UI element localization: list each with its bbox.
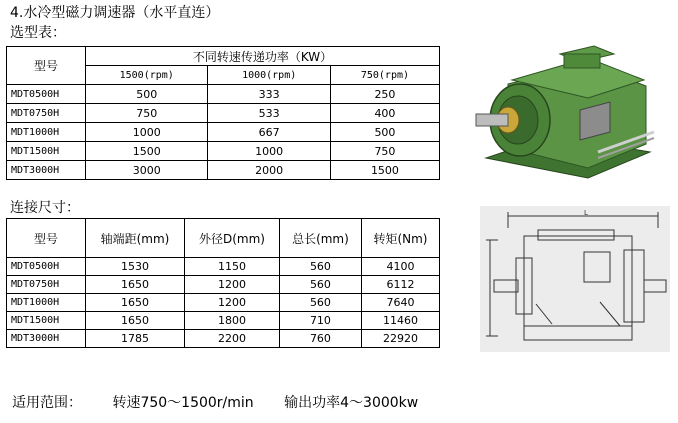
value-cell: 11460 <box>361 312 439 330</box>
value-cell: 3000 <box>86 161 208 180</box>
value-cell: 1200 <box>184 294 279 312</box>
value-cell: 750 <box>330 142 439 161</box>
value-cell: 7640 <box>361 294 439 312</box>
dimension-drawing <box>480 206 670 352</box>
model-cell: MDT0750H <box>7 276 86 294</box>
table-row <box>7 161 440 180</box>
model-cell: MDT1000H <box>7 123 86 142</box>
table-row <box>7 123 440 142</box>
value-cell: 2000 <box>208 161 330 180</box>
value-cell: 1200 <box>184 276 279 294</box>
value-cell: 500 <box>330 123 439 142</box>
model-cell: MDT0500H <box>7 258 86 276</box>
selection-table <box>6 46 440 180</box>
machine-photo <box>468 40 656 190</box>
value-cell: 760 <box>279 330 361 348</box>
range-label: 适用范围： <box>12 395 82 411</box>
value-cell: 22920 <box>361 330 439 348</box>
value-cell: 560 <box>279 258 361 276</box>
model-header: 型号 <box>7 47 86 85</box>
model-cell: MDT3000H <box>7 330 86 348</box>
value-cell: 2200 <box>184 330 279 348</box>
connection-table <box>6 218 440 348</box>
speed-range: 转速750～1500r/min <box>112 395 254 411</box>
applicable-range <box>12 392 444 412</box>
total-length-header: 总长(mm) <box>279 219 361 258</box>
value-cell: 1800 <box>184 312 279 330</box>
model-cell: MDT0500H <box>7 85 86 104</box>
value-cell: 1500 <box>86 142 208 161</box>
model-cell: MDT1500H <box>7 142 86 161</box>
value-cell: 533 <box>208 104 330 123</box>
torque-header: 转矩(Nm) <box>361 219 439 258</box>
value-cell: 500 <box>86 85 208 104</box>
table-row <box>7 330 440 348</box>
shaft-distance-header: 轴端距(mm) <box>86 219 185 258</box>
speed-header: 1500(rpm) <box>86 66 208 85</box>
table-row <box>7 312 440 330</box>
value-cell: 1650 <box>86 276 185 294</box>
value-cell: 1785 <box>86 330 185 348</box>
model-cell: MDT1500H <box>7 312 86 330</box>
table-row <box>7 85 440 104</box>
value-cell: 560 <box>279 276 361 294</box>
model-cell: MDT0750H <box>7 104 86 123</box>
value-cell: 333 <box>208 85 330 104</box>
value-cell: 1500 <box>330 161 439 180</box>
table-row <box>7 294 440 312</box>
value-cell: 250 <box>330 85 439 104</box>
page-title: 4.水冷型磁力调速器（水平直连） <box>10 5 220 21</box>
value-cell: 710 <box>279 312 361 330</box>
svg-text:L: L <box>584 209 588 217</box>
value-cell: 1530 <box>86 258 185 276</box>
value-cell: 1000 <box>208 142 330 161</box>
model-header: 型号 <box>7 219 86 258</box>
connection-table-label: 连接尺寸： <box>10 200 80 216</box>
power-range: 输出功率4～3000kw <box>284 395 419 411</box>
speed-header: 1000(rpm) <box>208 66 330 85</box>
model-cell: MDT1000H <box>7 294 86 312</box>
table-row <box>7 142 440 161</box>
value-cell: 667 <box>208 123 330 142</box>
table-row <box>7 276 440 294</box>
outer-diameter-header: 外径D(mm) <box>184 219 279 258</box>
value-cell: 560 <box>279 294 361 312</box>
value-cell: 750 <box>86 104 208 123</box>
table-header-row <box>7 219 440 258</box>
value-cell: 6112 <box>361 276 439 294</box>
selection-table-label: 选型表： <box>10 25 66 41</box>
value-cell: 1650 <box>86 294 185 312</box>
speed-header: 750(rpm) <box>330 66 439 85</box>
value-cell: 4100 <box>361 258 439 276</box>
value-cell: 1150 <box>184 258 279 276</box>
value-cell: 1650 <box>86 312 185 330</box>
table-row <box>7 258 440 276</box>
table-row <box>7 104 440 123</box>
power-header: 不同转速传递功率（KW） <box>86 47 440 66</box>
model-cell: MDT3000H <box>7 161 86 180</box>
value-cell: 1000 <box>86 123 208 142</box>
value-cell: 400 <box>330 104 439 123</box>
drawing-illustration <box>480 206 670 352</box>
table-header-row <box>7 47 440 66</box>
machine-illustration <box>468 40 656 190</box>
